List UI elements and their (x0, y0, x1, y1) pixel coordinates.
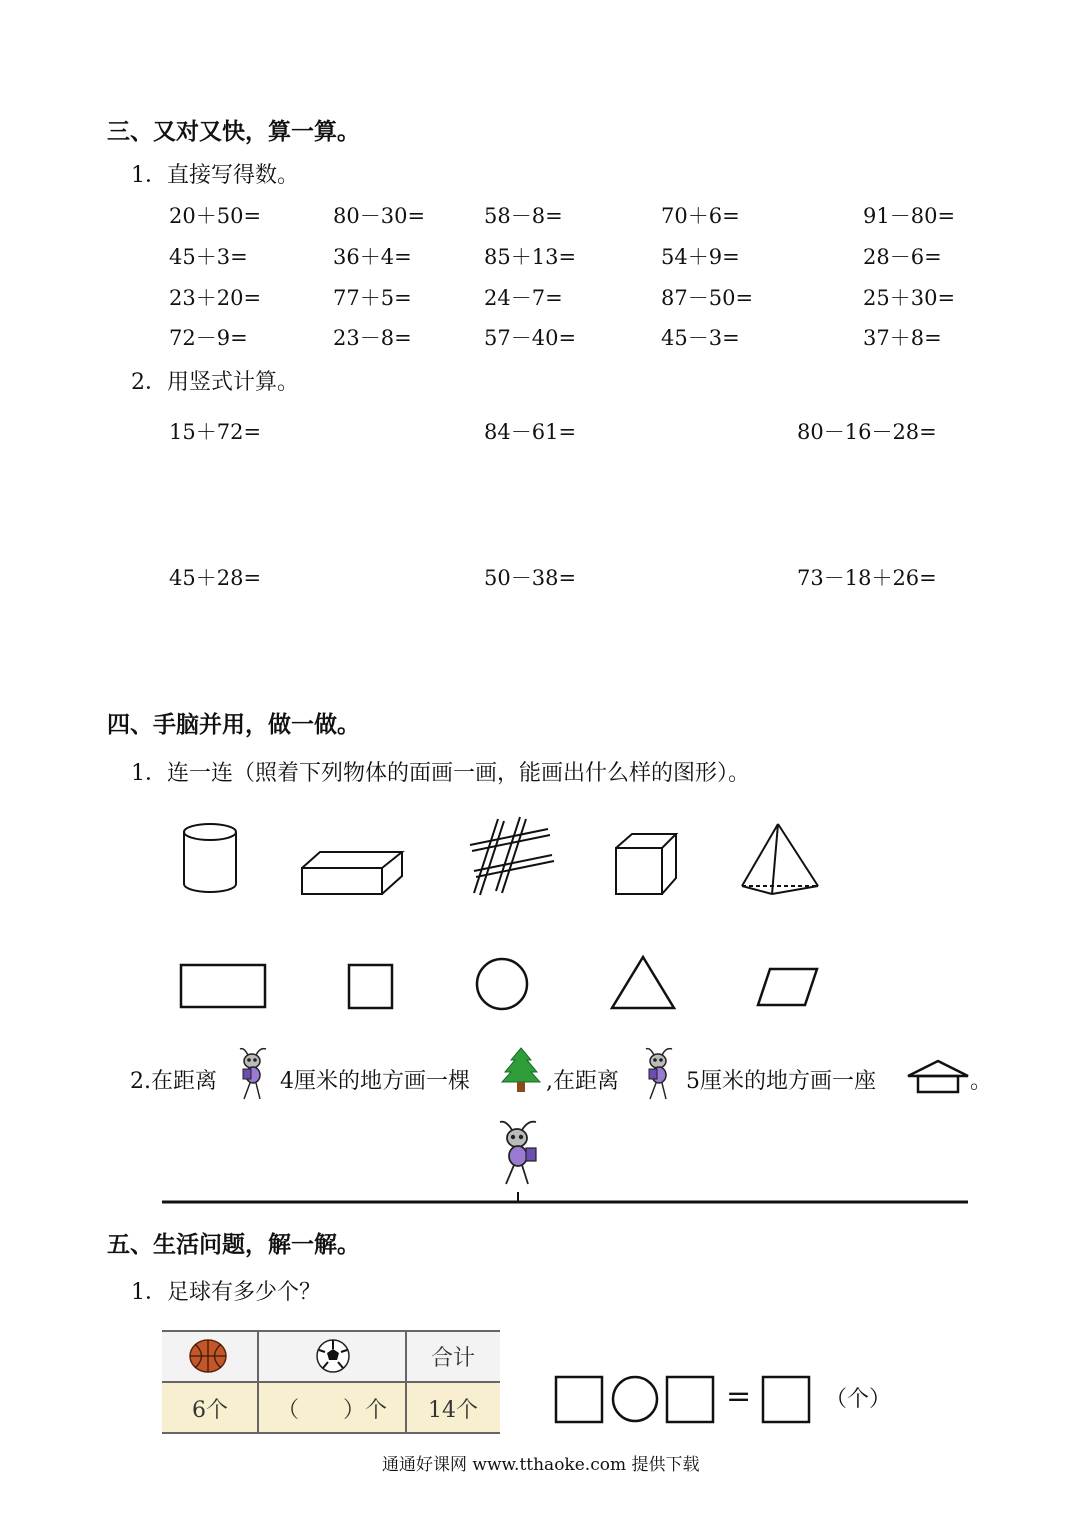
square-icon (346, 962, 396, 1010)
problem: 25＋30= (863, 286, 956, 310)
equals-sign: = (726, 1379, 752, 1414)
problem: 70＋6= (661, 204, 740, 228)
section5-title: 五、生活问题，解一解。 (107, 1231, 360, 1258)
problem: 28－6= (863, 245, 942, 269)
problem: 45＋28= (169, 566, 262, 590)
problem: 50－38= (484, 566, 577, 590)
equation-row (555, 1375, 895, 1425)
problem: 73－18＋26= (797, 566, 937, 590)
section3-title: 三、又对又快，算一算。 (107, 118, 360, 145)
section5-q1: 1．足球有多少个？ (131, 1280, 321, 1305)
basketball-icon (188, 1338, 228, 1374)
problem: 84－61= (484, 420, 577, 444)
triangle-icon (608, 954, 678, 1012)
problem: 37＋8= (863, 326, 942, 350)
q2-text-3: ,在距离 (546, 1069, 619, 1094)
q2-text-2: 4厘米的地方画一棵 (280, 1069, 470, 1094)
footer: 通通好课网 www.tthaoke.com 提供下载 (382, 1455, 700, 1475)
problem: 85＋13= (484, 245, 577, 269)
problem: 91－80= (863, 204, 956, 228)
problem: 15＋72= (169, 420, 262, 444)
problem: 45＋3= (169, 245, 248, 269)
problem: 77＋5= (333, 286, 412, 310)
number-line (160, 1190, 972, 1206)
problem: 20＋50= (169, 204, 262, 228)
q2-text-4: 5厘米的地方画一座 (686, 1069, 876, 1094)
problem: 72－9= (169, 326, 248, 350)
problem: 36＋4= (333, 245, 412, 269)
equation-boxes (555, 1375, 815, 1425)
total-count: 14个 (428, 1397, 478, 1423)
rectangle-icon (178, 962, 268, 1010)
ball-count-table (162, 1330, 500, 1434)
unit-label: （个） (825, 1387, 892, 1412)
tree-icon (501, 1046, 541, 1094)
circle-icon (474, 956, 530, 1012)
cube-icon (612, 830, 682, 900)
q2-text-1: 2.在距离 (130, 1069, 217, 1094)
pyramid-icon (738, 820, 824, 896)
ant-icon (496, 1118, 542, 1190)
section3-q2: 2．用竖式计算。 (131, 370, 299, 395)
section4-q1: 1．连一连（照着下列物体的面画一画，能画出什么样的图形）。 (131, 761, 750, 786)
cylinder-icon (178, 820, 244, 900)
sticks-icon (468, 815, 554, 897)
problem: 80－16－28= (797, 420, 937, 444)
parallelogram-icon (756, 966, 820, 1008)
football-icon (315, 1338, 351, 1374)
ant-icon (236, 1045, 272, 1103)
section3-q1: 1．直接写得数。 (131, 163, 299, 188)
problem: 23－8= (333, 326, 412, 350)
house-icon (904, 1058, 972, 1096)
header-total: 合计 (430, 1345, 475, 1371)
problem: 80－30= (333, 204, 426, 228)
problem: 58－8= (484, 204, 563, 228)
football-count-blank[interactable]: （ ）个 (276, 1397, 387, 1423)
basketball-count: 6个 (192, 1397, 228, 1423)
problem: 57－40= (484, 326, 577, 350)
q2-text-5: 。 (970, 1069, 993, 1094)
cuboid-icon (298, 848, 408, 900)
ant-icon (642, 1045, 678, 1103)
problem: 45－3= (661, 326, 740, 350)
problem: 23＋20= (169, 286, 262, 310)
problem: 54＋9= (661, 245, 740, 269)
problem: 87－50= (661, 286, 754, 310)
problem: 24－7= (484, 286, 563, 310)
section4-title: 四、手脑并用，做一做。 (107, 711, 360, 738)
